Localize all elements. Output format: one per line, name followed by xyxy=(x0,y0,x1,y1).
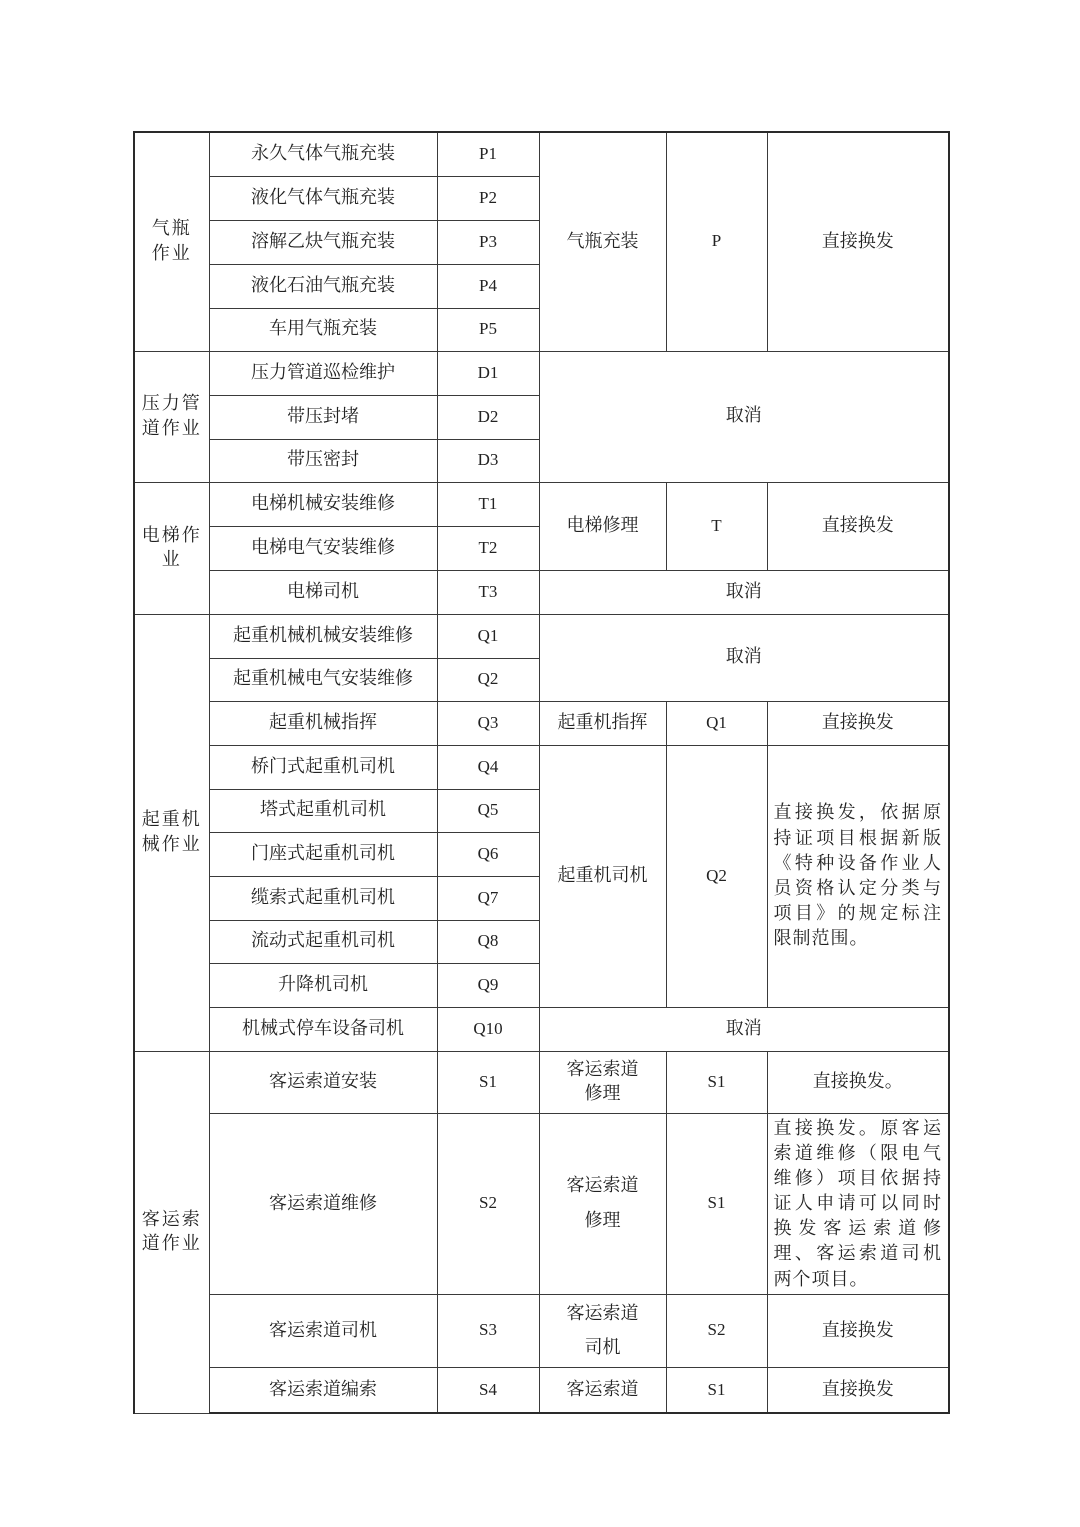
item-cell: 起重机械指挥 xyxy=(209,701,437,745)
item-cell: 升降机司机 xyxy=(209,963,437,1007)
item-cell: 电梯机械安装维修 xyxy=(209,482,437,526)
code-cell: D3 xyxy=(437,439,539,482)
item-cell: 客运索道司机 xyxy=(209,1294,437,1367)
item-cell: 液化石油气瓶充装 xyxy=(209,264,437,308)
new-item-cell: 客运索道司机 xyxy=(539,1294,666,1367)
code-cell: P3 xyxy=(437,220,539,264)
new-code-cell: Q1 xyxy=(666,701,767,745)
new-item-cell: 起重机指挥 xyxy=(539,701,666,745)
new-item-cell: 客运索道 xyxy=(539,1367,666,1413)
new-code-cell: P xyxy=(666,132,767,351)
new-item-cell: 起重机司机 xyxy=(539,745,666,1007)
item-cell: 电梯电气安装维修 xyxy=(209,526,437,570)
code-cell: D2 xyxy=(437,395,539,439)
status-cell: 取消 xyxy=(539,614,949,701)
category-cell: 起重机械作业 xyxy=(134,614,209,1051)
item-cell: 机械式停车设备司机 xyxy=(209,1007,437,1051)
item-cell: 溶解乙炔气瓶充装 xyxy=(209,220,437,264)
new-code-cell: S1 xyxy=(666,1113,767,1294)
category-cell: 客运索道作业 xyxy=(134,1051,209,1413)
code-cell: Q5 xyxy=(437,789,539,832)
status-cell: 取消 xyxy=(539,570,949,614)
remark-cell: 直接换发 xyxy=(767,1367,949,1413)
remark-cell: 直接换发。原客运索道维修（限电气维修）项目依据持证人申请可以同时换发客运索道修理、客运索道司机两个项目。 xyxy=(767,1113,949,1294)
item-cell: 车用气瓶充装 xyxy=(209,308,437,351)
code-cell: Q3 xyxy=(437,701,539,745)
code-cell: Q6 xyxy=(437,832,539,876)
code-cell: T1 xyxy=(437,482,539,526)
code-cell: S3 xyxy=(437,1294,539,1367)
new-item-cell: 客运索道修理 xyxy=(539,1051,666,1113)
code-cell: T2 xyxy=(437,526,539,570)
item-cell: 起重机械电气安装维修 xyxy=(209,658,437,701)
new-item-cell: 电梯修理 xyxy=(539,482,666,570)
new-code-cell: T xyxy=(666,482,767,570)
category-cell: 电梯作业 xyxy=(134,482,209,614)
code-cell: P4 xyxy=(437,264,539,308)
code-cell: D1 xyxy=(437,351,539,395)
code-cell: Q8 xyxy=(437,920,539,963)
code-cell: S1 xyxy=(437,1051,539,1113)
remark-cell: 直接换发，依据原持证项目根据新版《特种设备作业人员资格认定分类与项目》的规定标注限制范围。 xyxy=(767,745,949,1007)
new-code-cell: S1 xyxy=(666,1367,767,1413)
item-cell: 客运索道编索 xyxy=(209,1367,437,1413)
remark-cell: 直接换发 xyxy=(767,701,949,745)
new-code-cell: Q2 xyxy=(666,745,767,1007)
code-cell: Q4 xyxy=(437,745,539,789)
new-item-cell: 客运索道修理 xyxy=(539,1113,666,1294)
item-cell: 压力管道巡检维护 xyxy=(209,351,437,395)
item-cell: 永久气体气瓶充装 xyxy=(209,132,437,176)
new-item-cell: 气瓶充装 xyxy=(539,132,666,351)
code-cell: Q10 xyxy=(437,1007,539,1051)
code-cell: Q2 xyxy=(437,658,539,701)
code-cell: Q7 xyxy=(437,876,539,920)
item-cell: 液化气体气瓶充装 xyxy=(209,176,437,220)
code-cell: P2 xyxy=(437,176,539,220)
item-cell: 带压封堵 xyxy=(209,395,437,439)
code-cell: Q1 xyxy=(437,614,539,658)
category-cell: 气瓶作业 xyxy=(134,132,209,351)
item-cell: 门座式起重机司机 xyxy=(209,832,437,876)
code-cell: T3 xyxy=(437,570,539,614)
remark-cell: 直接换发 xyxy=(767,482,949,570)
code-cell: S4 xyxy=(437,1367,539,1413)
item-cell: 电梯司机 xyxy=(209,570,437,614)
code-cell: P1 xyxy=(437,132,539,176)
item-cell: 起重机械机械安装维修 xyxy=(209,614,437,658)
item-cell: 流动式起重机司机 xyxy=(209,920,437,963)
remark-cell: 直接换发。 xyxy=(767,1051,949,1113)
item-cell: 塔式起重机司机 xyxy=(209,789,437,832)
item-cell: 缆索式起重机司机 xyxy=(209,876,437,920)
new-code-cell: S1 xyxy=(666,1051,767,1113)
remark-cell: 直接换发 xyxy=(767,1294,949,1367)
category-cell: 压力管道作业 xyxy=(134,351,209,482)
item-cell: 客运索道维修 xyxy=(209,1113,437,1294)
code-cell: P5 xyxy=(437,308,539,351)
status-cell: 取消 xyxy=(539,1007,949,1051)
remark-cell: 直接换发 xyxy=(767,132,949,351)
item-cell: 客运索道安装 xyxy=(209,1051,437,1113)
item-cell: 带压密封 xyxy=(209,439,437,482)
new-code-cell: S2 xyxy=(666,1294,767,1367)
item-cell: 桥门式起重机司机 xyxy=(209,745,437,789)
code-cell: Q9 xyxy=(437,963,539,1007)
qualification-table xyxy=(133,131,950,1414)
code-cell: S2 xyxy=(437,1113,539,1294)
status-cell: 取消 xyxy=(539,351,949,482)
